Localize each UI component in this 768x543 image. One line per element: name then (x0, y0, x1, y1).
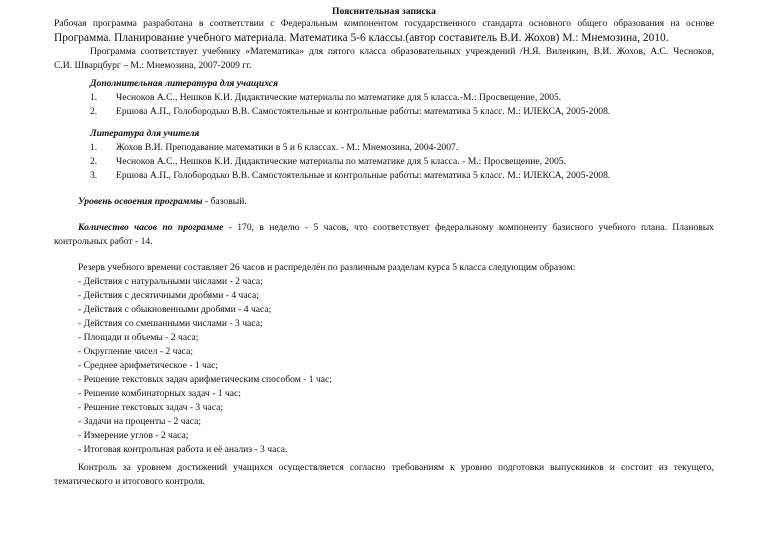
student-literature-heading: Дополнительная литература для учащихся (90, 78, 278, 89)
list-item-text: Чесноков А.С., Нешков К.И. Дидактические материалы по математике для 5 класса.-М.: Просвещение, 2005. (116, 92, 562, 103)
list-item-text: Чесноков А.С., Нешков К.И. Дидактические материалы по математике для 5 класса. - М.: Просвещение, 2005. (116, 156, 566, 167)
document-title: Пояснительная записка (332, 6, 436, 17)
list-item (0, 170, 768, 182)
hours-label: Количество часов по программе (78, 222, 224, 233)
list-item-text: Ершова А.П., Голобородько В.В. Самостоятельные и контрольные работы: математика 5 класс. М.: ИЛЕКСА, 2005-2008. (116, 106, 611, 117)
reserve-item: - Действия с десятичными дробями - 4 часа; (78, 290, 259, 301)
list-item-number: 2. (90, 106, 98, 117)
reserve-item: - Измерение углов - 2 часа; (78, 430, 189, 441)
list-item-number: 3. (90, 170, 98, 181)
intro-line-2: Программа. Планирование учебного материала. Математика 5-6 классы.(автор составитель В.И. Жохов) М.: Мнемозина, 2010. (54, 32, 669, 44)
intro-line-3: Программа соответствует учебнику «Математика» для пятого класса образовательных учреждений /Н.Я. Виленкин, В.И. Жохов, А.С. Чесноков, (90, 46, 714, 57)
reserve-item: - Округление чисел - 2 часа; (78, 346, 194, 357)
intro-line-1: Рабочая программа разработана в соответствии с Федеральным компонентом государственного стандарта основного общего образования на основе (54, 18, 714, 29)
hours-text: - 170, в неделю - 5 часов, что соответствует федеральному компоненту базисного учебного плана. Плановых (223, 222, 714, 233)
intro-line-4: С.И. Шварцбург – М.: Мнемозина, 2007-2009 гг. (54, 60, 252, 71)
reserve-item: - Задачи на проценты - 2 часа; (78, 416, 202, 427)
reserve-item: - Решение текстовых задач - 3 часа; (78, 402, 223, 413)
teacher-literature-heading: Литература для учителя (90, 128, 200, 139)
reserve-item: - Решение комбинаторных задач - 1 час; (78, 388, 241, 399)
list-item-number: 1. (90, 142, 98, 153)
reserve-item: - Действия с натуральными числами - 2 часа; (78, 276, 263, 287)
hours-line-2: контрольных работ - 14. (54, 236, 153, 247)
level-value: - базовый. (202, 196, 247, 207)
list-item-text: Жохов В.И. Преподавание математики в 5 и 6 классах. - М.: Мнемозина, 2004-2007. (116, 142, 459, 153)
hours-line-1 (78, 222, 714, 234)
reserve-item: - Среднее арифметическое - 1 час; (78, 360, 219, 371)
reserve-item: - Действия с обыкновенными дробями - 4 часа; (78, 304, 272, 315)
list-item-text: Ершова А.П., Голобородько В.В. Самостоятельные и контрольные работы: математика 5 класс. М.: ИЛЕКСА, 2005-2008. (116, 170, 611, 181)
list-item-number: 2. (90, 156, 98, 167)
level-label: Уровень освоения программы (78, 196, 203, 207)
reserve-item: - Площади и объемы - 2 часа; (78, 332, 199, 343)
control-line-2: тематического и итогового контроля. (54, 476, 205, 487)
reserve-item: - Действия со смешанными числами - 3 часа; (78, 318, 263, 329)
level-paragraph (78, 196, 247, 208)
list-item-number: 1. (90, 92, 98, 103)
reserve-intro: Резерв учебного времени составляет 26 часов и распределён по различным разделам курса 5 класса следующим образом: (78, 262, 576, 273)
list-item (0, 156, 768, 168)
control-line-1: Контроль за уровнем достижений учащихся осуществляется согласно требованиям к уровню подготовки выпускников и состоит из текущего, (78, 462, 714, 473)
list-item (0, 106, 768, 118)
list-item (0, 142, 768, 154)
reserve-item: - Итоговая контрольная работа и её анализ - 3 часа. (78, 444, 288, 455)
reserve-item: - Решение текстовых задач арифметическим способом - 1 час; (78, 374, 332, 385)
list-item (0, 92, 768, 104)
